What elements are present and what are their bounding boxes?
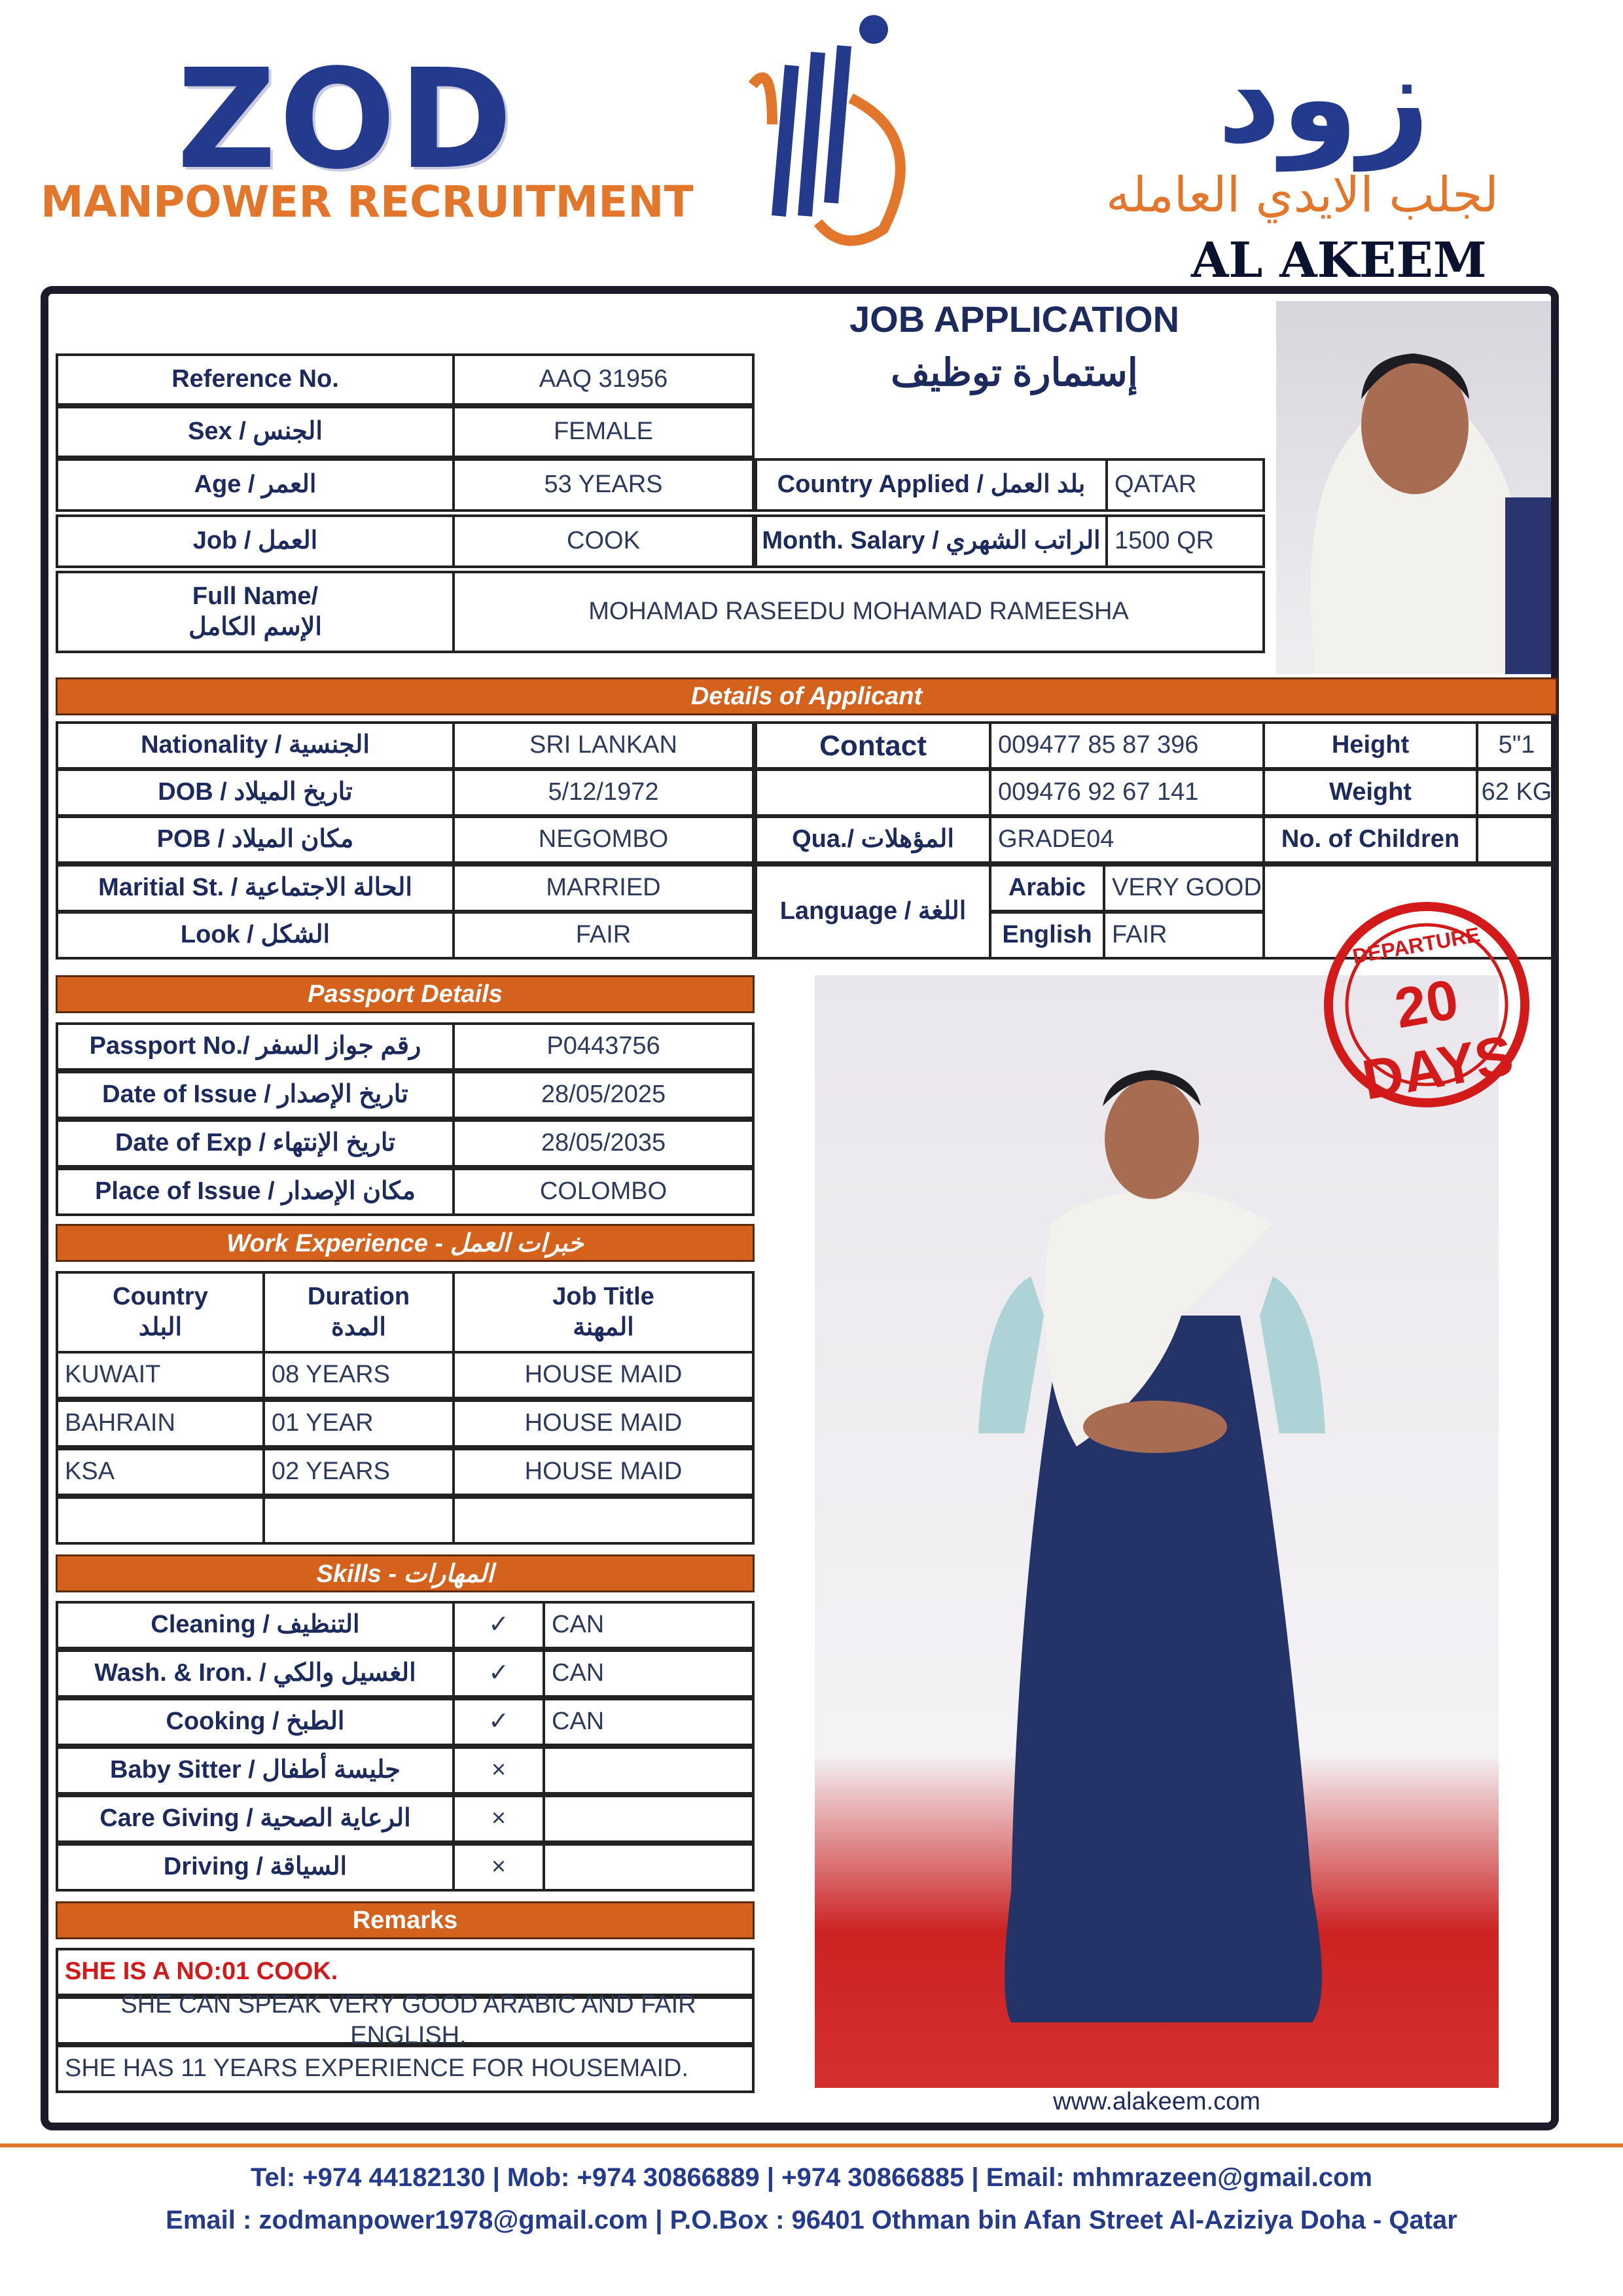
weight-label: Weight bbox=[1262, 768, 1478, 817]
work-row-duration: 01 YEAR bbox=[262, 1399, 455, 1448]
qualification-value: GRADE04 bbox=[989, 816, 1265, 864]
footer-contact-line-2: Email : zodmanpower1978@gmail.com | P.O.Box : 96401 Othman bin Afan Street Al-Aziziya Doha - Qatar bbox=[166, 2206, 1457, 2234]
skill-value bbox=[543, 1795, 755, 1843]
pob-value: NEGOMBO bbox=[452, 816, 755, 864]
remark-line: SHE CAN SPEAK VERY GOOD ARABIC AND FAIR ENGLISH. bbox=[56, 1996, 755, 2045]
expiry-date-label: Date of Exp / تاريخ الإنتهاء bbox=[56, 1119, 455, 1168]
skill-label: Driving / السياقة bbox=[56, 1843, 455, 1892]
height-value: 5"1 bbox=[1476, 721, 1558, 770]
full-name-value: MOHAMAD RASEEDU MOHAMAD RAMEESHA bbox=[452, 571, 1265, 653]
work-row-job: HOUSE MAID bbox=[452, 1448, 755, 1496]
passport-no-label: Passport No./ رقم جواز السفر bbox=[56, 1022, 455, 1071]
skill-label: Cooking / الطبخ bbox=[56, 1698, 455, 1746]
work-header-country: Country البلد bbox=[56, 1271, 265, 1354]
age-value: 53 YEARS bbox=[452, 458, 755, 512]
arabic-label: Arabic bbox=[989, 864, 1105, 912]
work-row-job: HOUSE MAID bbox=[452, 1351, 755, 1399]
footer-divider bbox=[0, 2144, 1623, 2147]
work-header-duration: Duration المدة bbox=[262, 1271, 455, 1354]
work-row-job: HOUSE MAID bbox=[452, 1399, 755, 1448]
brand-name: ZOD bbox=[177, 39, 516, 200]
issue-date-label: Date of Issue / تاريخ الإصدار bbox=[56, 1071, 455, 1119]
passport-section-header: Passport Details bbox=[56, 975, 755, 1013]
ref-label: Reference No. bbox=[56, 353, 455, 406]
qualification-label: Qua./ المؤهلات bbox=[755, 816, 991, 864]
departure-stamp bbox=[1306, 884, 1548, 1126]
contact-phone-2: 009476 92 67 141 bbox=[989, 768, 1265, 817]
brand-al-akeem: AL AKEEM bbox=[1191, 232, 1487, 289]
marital-label: Maritial St. / الحالة الاجتماعية bbox=[56, 864, 455, 912]
applicant-portrait-photo bbox=[1276, 301, 1551, 674]
work-row-country: KUWAIT bbox=[56, 1351, 265, 1399]
dob-label: DOB / تاريخ الميلاد bbox=[56, 768, 455, 817]
skill-value bbox=[543, 1746, 755, 1795]
pob-label: POB / مكان الميلاد bbox=[56, 816, 455, 864]
job-application-title-ar: إستمارة توظيف bbox=[891, 351, 1138, 394]
work-row-duration bbox=[262, 1496, 455, 1545]
work-row-country bbox=[56, 1496, 265, 1545]
weight-value: 62 KG bbox=[1476, 768, 1558, 817]
language-label: Language / اللغة bbox=[755, 864, 991, 960]
sex-label: Sex / الجنس bbox=[56, 406, 455, 458]
look-value: FAIR bbox=[452, 911, 755, 960]
skill-cross-icon: × bbox=[452, 1843, 545, 1892]
skill-check-icon: ✓ bbox=[452, 1601, 545, 1649]
remark-line: SHE IS A NO:01 COOK. bbox=[56, 1948, 755, 1996]
contact-label: Contact bbox=[755, 721, 991, 770]
country-applied-value: QATAR bbox=[1105, 458, 1265, 512]
skill-check-icon: ✓ bbox=[452, 1698, 545, 1746]
english-label: English bbox=[989, 911, 1105, 960]
full-name-label: Full Name/ الإسم الكامل bbox=[56, 571, 455, 653]
skill-value: CAN bbox=[543, 1698, 755, 1746]
skill-cross-icon: × bbox=[452, 1795, 545, 1843]
footer-contact-line-1: Tel: +974 44182130 | Mob: +974 30866889 | +974 30866885 | Email: mhmrazeen@gmail.com bbox=[251, 2163, 1372, 2192]
website-text: www.alakeem.com bbox=[1053, 2088, 1260, 2115]
issue-date-value: 28/05/2025 bbox=[452, 1071, 755, 1119]
place-of-issue-value: COLOMBO bbox=[452, 1168, 755, 1216]
skill-value bbox=[543, 1843, 755, 1892]
ref-value: AAQ 31956 bbox=[452, 353, 755, 406]
marital-value: MARRIED bbox=[452, 864, 755, 912]
skill-label: Care Giving / الرعاية الصحية bbox=[56, 1795, 455, 1843]
children-label: No. of Children bbox=[1262, 816, 1478, 864]
english-level: FAIR bbox=[1103, 911, 1265, 960]
arabic-level: VERY GOOD bbox=[1103, 864, 1265, 912]
logo-icon bbox=[733, 7, 929, 268]
skill-cross-icon: × bbox=[452, 1746, 545, 1795]
height-label: Height bbox=[1262, 721, 1478, 770]
remark-line: SHE HAS 11 YEARS EXPERIENCE FOR HOUSEMAID. bbox=[56, 2045, 755, 2093]
remarks-section-header: Remarks bbox=[56, 1901, 755, 1939]
brand-subtitle: MANPOWER RECRUITMENT bbox=[41, 177, 694, 227]
stamp-days-text: 20 DAYS bbox=[1357, 967, 1518, 1112]
brand-arabic: زود bbox=[1217, 26, 1430, 171]
job-label: Job / العمل bbox=[56, 514, 455, 568]
brand-arabic-subtitle: لجلب الايدي العامله bbox=[1106, 167, 1499, 223]
dob-value: 5/12/1972 bbox=[452, 768, 755, 817]
applicant-full-body-photo bbox=[815, 975, 1499, 2088]
skill-label: Baby Sitter / جليسة أطفال bbox=[56, 1746, 455, 1795]
job-value: COOK bbox=[452, 514, 755, 568]
contact-phone-1: 009477 85 87 396 bbox=[989, 721, 1265, 770]
work-header-job: Job Title المهنة bbox=[452, 1271, 755, 1354]
work-row-duration: 02 YEARS bbox=[262, 1448, 455, 1496]
work-row-duration: 08 YEARS bbox=[262, 1351, 455, 1399]
work-row-country: KSA bbox=[56, 1448, 265, 1496]
skill-label: Cleaning / التنظيف bbox=[56, 1601, 455, 1649]
expiry-date-value: 28/05/2035 bbox=[452, 1119, 755, 1168]
work-row-country: BAHRAIN bbox=[56, 1399, 265, 1448]
work-row-job bbox=[452, 1496, 755, 1545]
contact-empty-cell bbox=[755, 768, 991, 817]
nationality-label: Nationality / الجنسية bbox=[56, 721, 455, 770]
passport-no-value: P0443756 bbox=[452, 1022, 755, 1071]
details-section-header: Details of Applicant bbox=[56, 677, 1558, 715]
skill-value: CAN bbox=[543, 1649, 755, 1698]
country-applied-label: Country Applied / بلد العمل bbox=[755, 458, 1108, 512]
skill-value: CAN bbox=[543, 1601, 755, 1649]
work-experience-section-header: Work Experience - خبرات العمل bbox=[56, 1224, 755, 1262]
sex-value: FEMALE bbox=[452, 406, 755, 458]
salary-label: Month. Salary / الراتب الشهري bbox=[755, 514, 1108, 568]
nationality-value: SRI LANKAN bbox=[452, 721, 755, 770]
job-application-title: JOB APPLICATION bbox=[849, 298, 1180, 340]
look-label: Look / الشكل bbox=[56, 911, 455, 960]
skill-check-icon: ✓ bbox=[452, 1649, 545, 1698]
stamp-top-text: DEPARTURE bbox=[1351, 922, 1482, 969]
salary-value: 1500 QR bbox=[1105, 514, 1265, 568]
age-label: Age / العمر bbox=[56, 458, 455, 512]
skill-label: Wash. & Iron. / الغسيل والكي bbox=[56, 1649, 455, 1698]
skills-section-header: Skills - المهارات bbox=[56, 1554, 755, 1592]
place-of-issue-label: Place of Issue / مكان الإصدار bbox=[56, 1168, 455, 1216]
children-value bbox=[1476, 816, 1558, 864]
